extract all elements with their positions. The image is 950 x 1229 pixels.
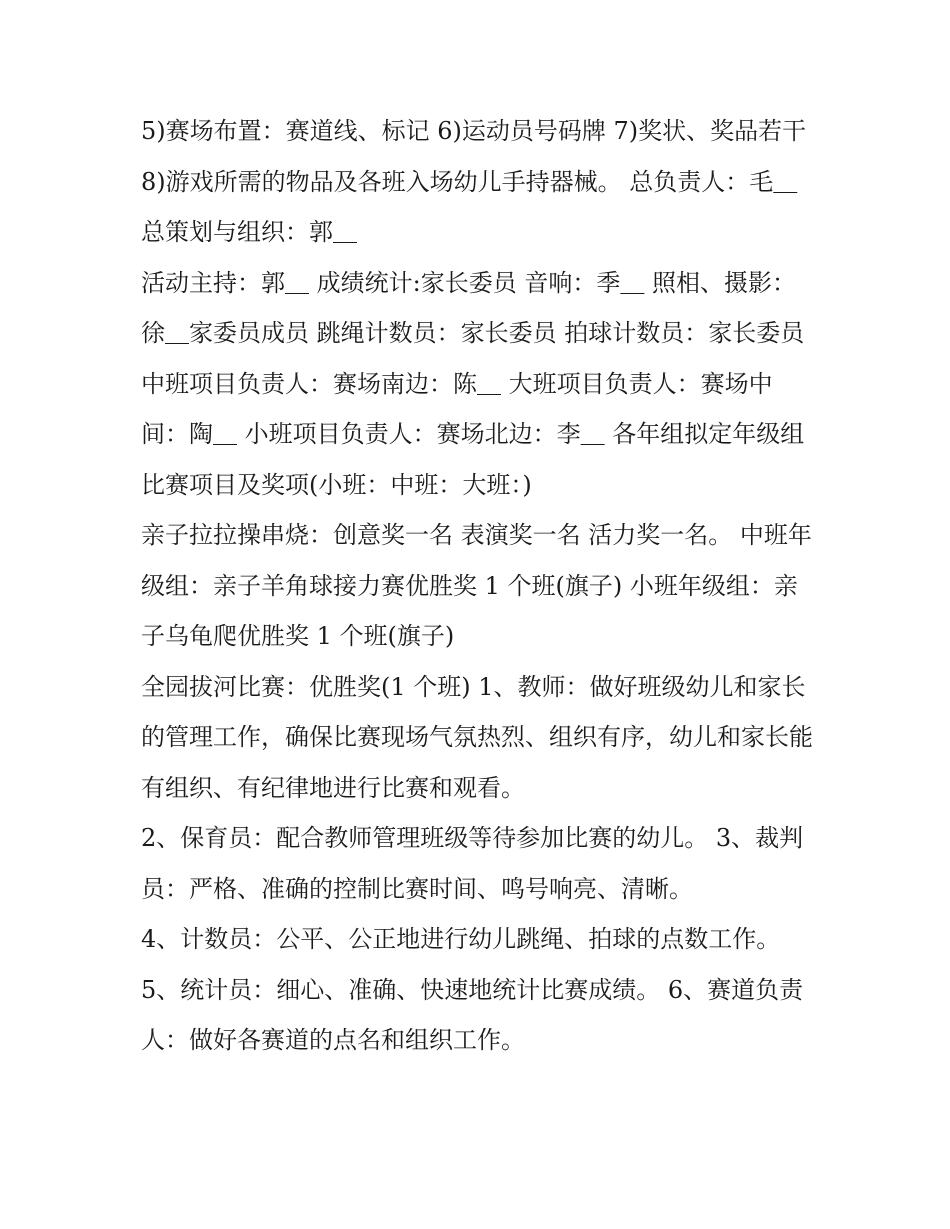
document-body [141, 106, 816, 1066]
paragraph-statistician-lanes: 5、统计员：细心、准确、快速地统计比赛成绩。 6、赛道负责人：做好各赛道的点名和组织工作。 [141, 975, 804, 1054]
paragraph-counter: 4、计数员：公平、公正地进行幼儿跳绳、拍球的点数工作。 [141, 925, 781, 953]
paragraph-tug-of-war-teachers: 全园拔河比赛：优胜奖(1 个班) 1、教师：做好班级幼儿和家长的管理工作，确保比赛现场气氛热烈、组织有序，幼儿和家长能有组织、有纪律地进行比赛和观看。 [141, 672, 813, 802]
paragraph-staff-roles: 活动主持：郭＿ 成绩统计:家长委员 音响：季＿ 照相、摄影：徐＿家委员成员 跳绳计数员：家长委员 拍球计数员：家长委员 [141, 268, 805, 347]
paragraph-awards: 亲子拉拉操串烧：创意奖一名 表演奖一名 活力奖一名。 中班年级组：亲子羊角球接力赛优胜奖 1 个班(旗子) 小班年级组：亲子乌龟爬优胜奖 1 个班(旗子) [141, 521, 812, 650]
paragraph-venue-setup: 5)赛场布置：赛道线、标记 6)运动员号码牌 7)奖状、奖品若干 8)游戏所需的物品及各班入场幼儿手持器械。 总负责人：毛＿总策划与组织：郭＿ [141, 117, 807, 246]
paragraph-nursery-referee: 2、保育员：配合教师管理班级等待参加比赛的幼儿。 3、裁判员：严格、准确的控制比赛时间、鸣号响亮、清晰。 [141, 824, 804, 903]
paragraph-class-leaders: 中班项目负责人：赛场南边：陈＿ 大班项目负责人：赛场中间：陶＿ 小班项目负责人：赛场北边：李＿ 各年组拟定年级组比赛项目及奖项(小班：中班：大班：) [141, 369, 805, 499]
